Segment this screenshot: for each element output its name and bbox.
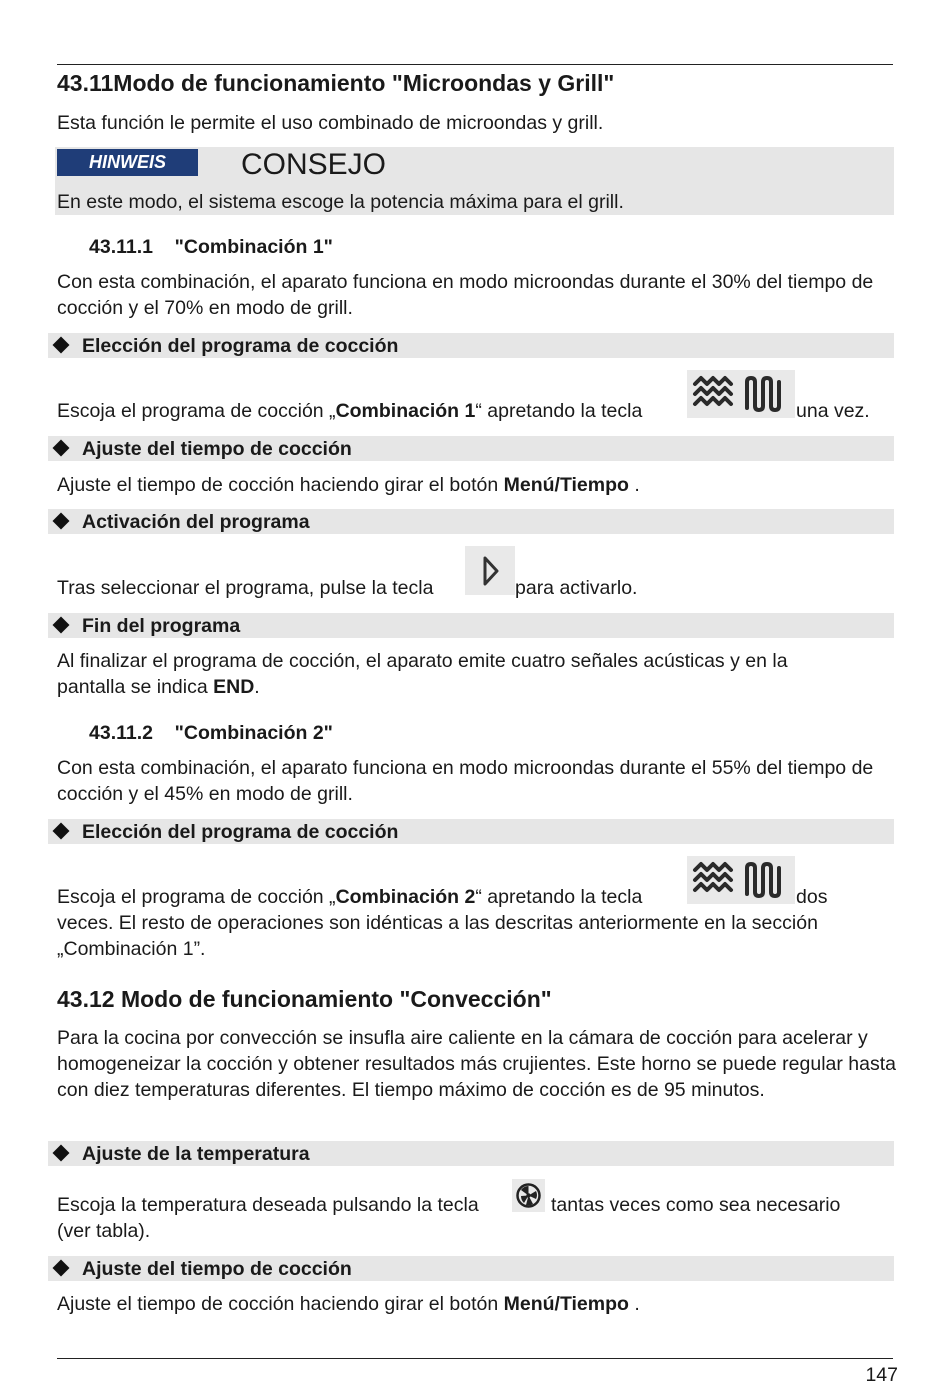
hinweis-badge: HINWEIS xyxy=(57,149,198,176)
activation-text-suffix: para activarlo. xyxy=(515,577,638,599)
text-part: “ apretando la tecla xyxy=(475,886,643,908)
temperature-text-suffix: tantas veces como sea necesario xyxy=(551,1194,841,1216)
text-bold: Menú/Tiempo xyxy=(503,1293,629,1315)
text-part: Ajuste el tiempo de cocción haciendo girar el botón xyxy=(57,1293,504,1315)
text-bold: END xyxy=(213,676,255,698)
diamond-bullet-icon xyxy=(53,440,70,457)
note-text: En este modo, el sistema escoge la potencia máxima para el grill. xyxy=(57,191,624,213)
combination-2-description: Con esta combinación, el aparato funciona en modo microondas durante el 55% del tiempo de cocción y el 45% en modo de grill. xyxy=(57,757,874,805)
microwave-grill-key-icon[interactable] xyxy=(687,370,795,418)
microwave-grill-key-icon[interactable] xyxy=(687,856,795,904)
text-bold: Menú/Tiempo xyxy=(503,474,629,496)
text-part: . xyxy=(628,474,640,496)
text-bold: Combinación 1 xyxy=(335,400,476,422)
bar-cooking-time-convection xyxy=(48,1256,894,1281)
combination-2-continuation: veces. El resto de operaciones son idénticas a las descritas anteriormente en la sección „Combinación 1”. xyxy=(57,912,818,960)
bar-label: Elección del programa de cocción xyxy=(82,821,399,843)
cooking-time-text-1 xyxy=(57,472,640,498)
start-key-icon[interactable] xyxy=(465,546,515,595)
bar-cooking-time-1 xyxy=(48,436,894,461)
section-title-43-11: 43.11Modo de funcionamiento "Microondas y Grill" xyxy=(57,70,615,96)
diamond-bullet-icon xyxy=(53,1145,70,1162)
combination-1-description: Con esta combinación, el aparato funciona en modo microondas durante el 30% del tiempo de cocción y el 70% en modo de grill. xyxy=(57,271,874,319)
text-bold: Combinación 2 xyxy=(335,886,476,908)
section-title-43-12: 43.12 Modo de funcionamiento "Convección" xyxy=(57,986,552,1012)
bar-program-selection-1 xyxy=(48,333,894,358)
bar-label: Activación del programa xyxy=(82,511,310,533)
top-rule xyxy=(57,64,893,65)
diamond-bullet-icon xyxy=(53,513,70,530)
text-part: Ajuste el tiempo de cocción haciendo girar el botón xyxy=(57,474,504,496)
combination-1-select-text xyxy=(57,398,642,424)
bar-program-selection-2 xyxy=(48,819,894,844)
diamond-bullet-icon xyxy=(53,823,70,840)
combination-2-select-text xyxy=(57,884,642,910)
subsection-heading-43-11-1: 43.11.1 "Combinación 1" xyxy=(89,236,333,258)
diamond-bullet-icon xyxy=(53,337,70,354)
section-intro: Esta función le permite el uso combinado de microondas y grill. xyxy=(57,112,604,134)
page-number: 147 xyxy=(865,1364,898,1386)
bar-temperature xyxy=(48,1141,894,1166)
activation-text: Tras seleccionar el programa, pulse la tecla xyxy=(57,577,434,599)
diamond-bullet-icon xyxy=(53,1260,70,1277)
text-part: . xyxy=(628,1293,640,1315)
temperature-text: Escoja la temperatura deseada pulsando la tecla xyxy=(57,1194,479,1216)
program-end-text xyxy=(57,648,857,700)
bar-label: Elección del programa de cocción xyxy=(82,335,399,357)
convection-intro: Para la cocina por convección se insufla aire caliente en la cámara de cocción para acelerar y homogeneizar la cocción y obtener resultados más crujientes. Este horno se puede regular hasta con diez temperaturas diferentes. El tiempo máximo de cocción es de 95 minutos. xyxy=(57,1027,896,1101)
text-part: Al finalizar el programa de cocción, el aparato emite cuatro señales acústicas y en la pantalla se indica xyxy=(57,650,788,698)
note-title: CONSEJO xyxy=(241,148,387,181)
combination-1-select-suffix: una vez. xyxy=(796,400,870,422)
text-part: Escoja el programa de cocción „ xyxy=(57,886,336,908)
bar-label: Fin del programa xyxy=(82,615,241,637)
text-part: . xyxy=(254,676,260,698)
convection-fan-key-icon[interactable] xyxy=(512,1179,545,1212)
bar-label: Ajuste del tiempo de cocción xyxy=(82,438,352,460)
bar-program-end xyxy=(48,613,894,638)
subsection-heading-43-11-2: 43.11.2 "Combinación 2" xyxy=(89,722,333,744)
temperature-text-continuation: (ver tabla). xyxy=(57,1220,151,1242)
text-part: “ apretando la tecla xyxy=(475,400,643,422)
combination-2-select-suffix: dos xyxy=(796,886,828,908)
bar-program-activation xyxy=(48,509,894,534)
footer-rule xyxy=(57,1358,893,1359)
diamond-bullet-icon xyxy=(53,617,70,634)
note-box xyxy=(55,147,894,215)
cooking-time-text-convection xyxy=(57,1291,640,1317)
text-part: Escoja el programa de cocción „ xyxy=(57,400,336,422)
bar-label: Ajuste de la temperatura xyxy=(82,1143,310,1165)
bar-label: Ajuste del tiempo de cocción xyxy=(82,1258,352,1280)
